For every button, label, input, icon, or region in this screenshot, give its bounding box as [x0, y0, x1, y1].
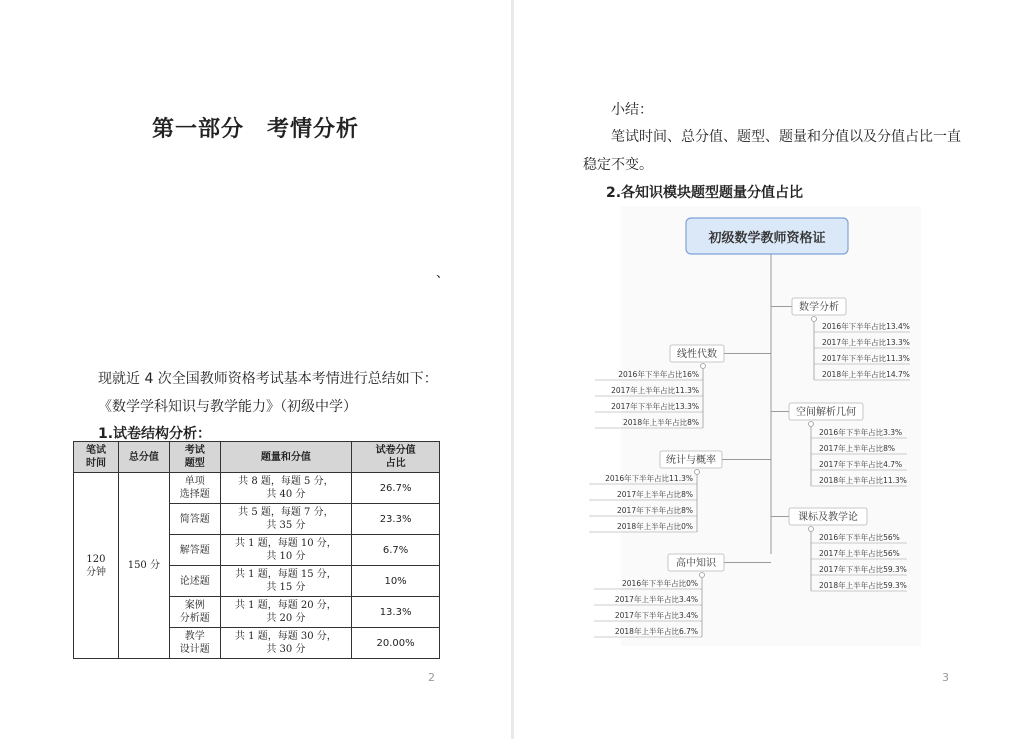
- mindmap-leaf-label: 2017年下半年占比3.4%: [614, 611, 698, 620]
- mindmap-branch-label: 高中知识: [676, 558, 716, 569]
- table-header: 总分值: [118, 442, 169, 473]
- summary-line-1: 笔试时间、总分值、题型、题量和分值以及分值占比一直: [611, 129, 961, 145]
- question-type-cell: 解答题: [169, 535, 220, 566]
- question-detail-cell: 共 1 题，每题 20 分， 共 20 分: [220, 597, 352, 628]
- question-type-cell: 案例 分析题: [169, 597, 220, 628]
- page-title: 第一部分 考情分析: [152, 117, 360, 142]
- question-detail-cell: 共 1 题，每题 10 分， 共 10 分: [220, 535, 352, 566]
- question-type-cell: 简答题: [169, 504, 220, 535]
- knowledge-module-mindmap: [605, 206, 921, 646]
- mindmap-leaf-label: 2017年上半年占比8%: [617, 490, 693, 499]
- mindmap-root-label: 初级数学教师资格证: [708, 231, 826, 246]
- score-ratio-cell: 23.3%: [352, 504, 440, 535]
- table-header: 试卷分值 占比: [352, 442, 440, 473]
- question-detail-cell: 共 5 题，每题 7 分， 共 35 分: [220, 504, 352, 535]
- mindmap-leaf-label: 2017年上半年占比13.3%: [822, 338, 910, 347]
- mindmap-leaf-label: 2017年上半年占比56%: [819, 549, 900, 558]
- mindmap-leaf-label: 2016年下半年占比16%: [618, 370, 699, 379]
- mindmap-leaf-label: 2017年下半年占比4.7%: [819, 460, 903, 469]
- question-detail-cell: 共 1 题，每题 30 分， 共 30 分: [220, 628, 352, 659]
- table-header-row: [74, 442, 440, 473]
- mindmap-collapse-icon: [809, 422, 814, 427]
- mindmap-leaf-label: 2017年下半年占比13.3%: [611, 402, 699, 411]
- intro-paragraph: 现就近 4 次全国教师资格考试基本考情进行总结如下：: [98, 371, 438, 387]
- question-detail-cell: 共 8 题，每题 5 分， 共 40 分: [220, 473, 352, 504]
- mindmap-leaf-label: 2016年下半年占比11.3%: [605, 474, 693, 483]
- mindmap-leaf-label: 2017年下半年占比8%: [617, 506, 693, 515]
- mindmap-collapse-icon: [695, 470, 700, 475]
- mindmap-collapse-icon: [701, 364, 706, 369]
- mindmap-leaf-label: 2018年上半年占比8%: [623, 418, 699, 427]
- mindmap-branch-label: 课标及教学论: [798, 512, 858, 523]
- exam-time-cell: 120 分钟: [74, 473, 119, 659]
- summary-line-2: 稳定不变。: [583, 157, 653, 173]
- table-row: [74, 473, 440, 504]
- score-ratio-cell: 26.7%: [352, 473, 440, 504]
- page-number-right: 3: [942, 671, 949, 684]
- section-heading-2: 2.各知识模块题型题量分值占比: [606, 185, 804, 201]
- page-right: [514, 0, 1024, 739]
- mindmap-leaf-label: 2017年上半年占比3.4%: [614, 595, 698, 604]
- page-left: [0, 0, 511, 739]
- mindmap-branch-label: 统计与概率: [666, 455, 716, 466]
- mindmap-branch-label: 空间解析几何: [796, 407, 856, 418]
- mindmap-collapse-icon: [700, 573, 705, 578]
- score-ratio-cell: 6.7%: [352, 535, 440, 566]
- mindmap-leaf-label: 2016年下半年占比0%: [622, 579, 698, 588]
- question-type-cell: 教学 设计题: [169, 628, 220, 659]
- mindmap-leaf-label: 2018年上半年占比6.7%: [614, 627, 698, 636]
- mindmap-branch-label: 线性代数: [677, 349, 717, 360]
- exam-structure-table: [73, 441, 440, 659]
- score-ratio-cell: 20.00%: [352, 628, 440, 659]
- mindmap-collapse-icon: [809, 527, 814, 532]
- mindmap-leaf-label: 2016年下半年占比56%: [819, 533, 900, 542]
- mindmap-leaf-label: 2017年下半年占比59.3%: [819, 565, 907, 574]
- mindmap-leaf-label: 2018年上半年占比14.7%: [822, 370, 910, 379]
- total-score-cell: 150 分: [118, 473, 169, 659]
- table-header: 题量和分值: [220, 442, 352, 473]
- mindmap-branch-label: 数学分析: [799, 302, 839, 313]
- score-ratio-cell: 10%: [352, 566, 440, 597]
- table-header: 考试 题型: [169, 442, 220, 473]
- question-detail-cell: 共 1 题，每题 15 分， 共 15 分: [220, 566, 352, 597]
- stray-mark: 、: [436, 266, 450, 281]
- mindmap-leaf-label: 2017年上半年占比8%: [819, 444, 895, 453]
- table-header: 笔试 时间: [74, 442, 119, 473]
- mindmap-leaf-label: 2018年上半年占比0%: [617, 522, 693, 531]
- mindmap-leaf-label: 2016年下半年占比13.4%: [822, 322, 910, 331]
- mindmap-leaf-label: 2017年上半年占比11.3%: [611, 386, 699, 395]
- mindmap-collapse-icon: [812, 317, 817, 322]
- mindmap-leaf-label: 2018年上半年占比11.3%: [819, 476, 907, 485]
- score-ratio-cell: 13.3%: [352, 597, 440, 628]
- section-heading-1: 1.试卷结构分析：: [98, 426, 212, 442]
- question-type-cell: 单项 选择题: [169, 473, 220, 504]
- mindmap-leaf-label: 2016年下半年占比3.3%: [819, 428, 903, 437]
- question-type-cell: 论述题: [169, 566, 220, 597]
- subject-line: 《数学学科知识与教学能力》（初级中学）: [98, 399, 357, 415]
- page-number-left: 2: [428, 671, 435, 684]
- mindmap-leaf-label: 2017年下半年占比11.3%: [822, 354, 910, 363]
- mindmap-leaf-label: 2018年上半年占比59.3%: [819, 581, 907, 590]
- summary-label: 小结：: [611, 102, 653, 118]
